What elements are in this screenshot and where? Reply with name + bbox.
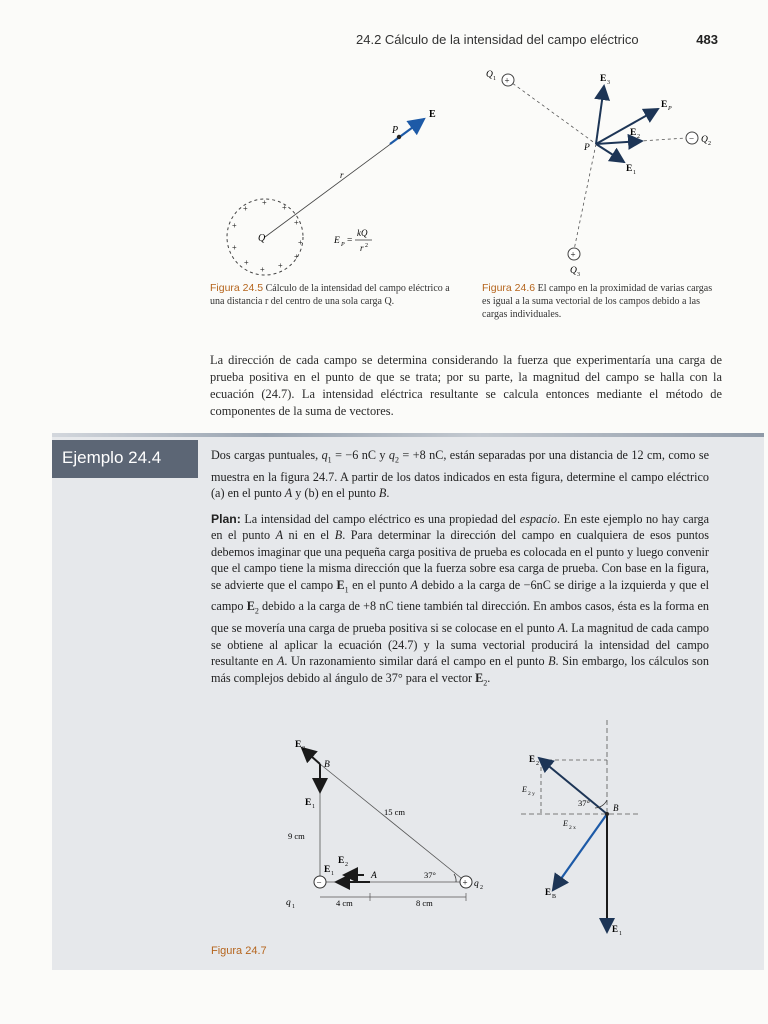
label-e2-top-sub: 2 <box>302 746 305 752</box>
label-e2x: E <box>563 819 568 828</box>
svg-text:+: + <box>298 238 303 247</box>
svg-text:+: + <box>278 261 283 270</box>
plan-text-2: . En este ejemplo no hay carga en el punto <box>211 512 709 543</box>
plan-e2b: E <box>475 670 484 685</box>
label-e3: E <box>600 74 607 84</box>
figure-24-5-caption-text: Cálculo de la intensidad del campo eléctrico a una distancia r del centro de una sola carga Q. <box>210 283 450 307</box>
svg-text:+: + <box>260 265 265 274</box>
svg-text:+: + <box>294 218 299 227</box>
running-head <box>340 32 718 50</box>
var-q2: q <box>388 448 396 462</box>
label-e3-sub: 3 <box>607 80 610 86</box>
charge-q3-sign: + <box>570 249 576 260</box>
figure-24-7-right <box>515 718 645 940</box>
formula-eq: = <box>347 236 353 246</box>
vector-e2 <box>539 758 607 814</box>
label-a: A <box>371 871 377 881</box>
var-q1-sub: 1 <box>327 455 332 465</box>
plan-b1: B <box>334 528 343 543</box>
var-q1: q <box>321 448 328 462</box>
plan-a4: A <box>276 654 285 669</box>
label-e2: E <box>630 128 637 138</box>
label-e: E <box>429 109 436 120</box>
problem-text-3: = +8 nC, están separadas por una distancia de 12 cm, como se muestra en la figura 24.7. A partir de los datos indicados en esta figura, determine el campo eléctrico (a) en el punto <box>211 448 709 501</box>
plan-text-6: debido a la carga de −6nC se dirige a la izquierda y que el campo <box>211 577 709 614</box>
svg-text:+: + <box>294 252 299 261</box>
plan-text-8: . La magnitud de cada campo se obtiene al aplicar la ecuación (24.7) y la suma vectorial producirá la intensidad del campo resultante en <box>211 621 709 669</box>
figure-24-7-caption: Figura 24.7 <box>211 945 267 957</box>
vector-ep <box>596 109 658 144</box>
figure-24-5 <box>210 95 460 285</box>
plan-text-11: . <box>487 670 491 685</box>
label-q2: q <box>474 879 479 889</box>
label-15cm: 15 cm <box>384 807 406 817</box>
point-b: B <box>378 486 387 501</box>
svg-text:+: + <box>232 243 237 252</box>
label-e1-sub: 1 <box>312 804 315 810</box>
label-ep: E <box>661 100 668 110</box>
plan-espacio: espacio <box>519 512 558 526</box>
label-q1: q <box>286 898 291 908</box>
angle-arc <box>454 874 456 882</box>
plan-e1-sub: 1 <box>344 585 349 595</box>
figure-24-6-caption <box>482 282 722 321</box>
plan-e1: E <box>336 577 345 592</box>
formula-den-sup: 2 <box>365 243 368 249</box>
label-q1: Q <box>486 70 493 80</box>
plan-text-3: ni en el <box>283 528 335 543</box>
plan-a1: A <box>275 528 284 543</box>
plan-e2-sub: 2 <box>254 606 259 616</box>
label-e1: E <box>305 798 312 808</box>
vector-eb <box>553 814 607 890</box>
var-q2-sub: 2 <box>395 455 400 465</box>
vector-e1 <box>596 144 624 162</box>
intro-paragraph: La dirección de cada campo se determina considerando la fuerza que experimentaría una carga de prueba positiva en el punto de que se trata; por su parte, la magnitud del campo se halla con la ecuación (24.7). La intensidad eléctrica resultante se calcula entonces mediante el método de componentes de la suma de vectores. <box>210 353 722 418</box>
label-e1-sub: 1 <box>633 170 636 176</box>
figure-24-7-left <box>278 735 503 913</box>
label-e2-sub: 2 <box>536 761 539 767</box>
plan-b2: B <box>548 654 556 669</box>
label-q1-sub: 1 <box>493 76 496 82</box>
figure-24-5-caption <box>210 282 458 308</box>
problem-text-5: . <box>386 486 390 501</box>
problem-text-4: y (b) en el punto <box>292 486 379 501</box>
label-eb: E <box>545 887 552 897</box>
formula-sub: P <box>341 242 345 248</box>
label-q: Q <box>258 233 266 244</box>
label-q2-sub: 2 <box>480 885 483 891</box>
point-b <box>605 812 609 816</box>
plan-text-4: . Para determinar la dirección del campo en cualquiera de esos puntos debemos imaginar que una pequeña carga positiva de prueba es colocada en el punto y luego convenir que el campo tiene la misma dirección que la fuerza sobre esa carga de prueba. Con base en la figura, se advierte que el campo <box>211 528 709 592</box>
label-e2-mid: E <box>338 856 345 866</box>
label-e2: E <box>529 754 536 764</box>
page-number: 483 <box>696 32 718 47</box>
plan-a2: A <box>410 577 418 592</box>
figure-24-5-label: Figura 24.5 <box>210 282 264 294</box>
label-e2x-sub: 2 x <box>569 825 576 831</box>
label-e1: E <box>626 164 633 174</box>
label-e2-sub: 2 <box>637 134 640 140</box>
label-q2: Q <box>701 135 708 145</box>
formula-num: kQ <box>357 228 368 238</box>
label-p: P <box>392 125 399 136</box>
plan-e2b-sub: 2 <box>483 677 488 687</box>
dash-q1 <box>508 80 596 144</box>
vector-e2 <box>596 141 642 144</box>
problem-text-1: Dos cargas puntuales, <box>211 448 322 462</box>
label-e1-mid-sub: 1 <box>331 871 334 877</box>
label-q2-sub: 2 <box>708 141 711 147</box>
plan-text-9: . Un razonamiento similar dará el campo en el punto <box>284 654 549 669</box>
label-e2-top: E <box>295 740 302 750</box>
formula-lhs: E <box>334 236 340 246</box>
figure-24-6-label: Figura 24.6 <box>482 282 536 294</box>
svg-text:+: + <box>232 221 237 230</box>
section-title: 24.2 Cálculo de la intensidad del campo eléctrico <box>356 32 639 47</box>
problem-statement <box>211 447 709 502</box>
label-angle: 37° <box>424 870 436 880</box>
plan-e2: E <box>246 599 255 614</box>
label-r: r <box>340 170 344 180</box>
formula-den: r <box>360 243 364 253</box>
plan-a3: A <box>557 621 566 636</box>
plan-text-10: . Sin embargo, los cálculos son más complejos debido al ángulo de 37° para el vector <box>211 654 709 685</box>
plan-text-5: en el punto <box>348 577 411 592</box>
label-e1-sub: 1 <box>619 931 622 937</box>
svg-text:+: + <box>243 204 248 213</box>
plan-text-7: debido a la carga de +8 nC tiene también tal dirección. En ambos casos, ésta es la forma en que se movería una carga de prueba positiva si se colocase en el punto <box>211 599 709 636</box>
plan-label: Plan: <box>211 512 241 526</box>
plan-paragraph <box>211 511 709 691</box>
svg-text:+: + <box>282 203 287 212</box>
label-ep-sub: P <box>668 106 672 112</box>
label-4cm: 4 cm <box>336 898 353 908</box>
label-9cm: 9 cm <box>288 831 305 841</box>
figure-24-6-caption-text: El campo en la proximidad de varias cargas es igual a la suma vectorial de los campos debido a las cargas individuales. <box>482 283 713 320</box>
label-e2y: E <box>522 785 527 794</box>
charge-q2-sign: − <box>689 133 695 144</box>
example-title: Ejemplo 24.4 <box>62 448 162 467</box>
label-e2-mid-sub: 2 <box>345 862 348 868</box>
problem-text-2: = −6 nC y <box>331 448 389 462</box>
label-angle: 37° <box>578 798 590 808</box>
plus-signs <box>232 198 303 274</box>
label-e1-mid: E <box>324 865 331 875</box>
label-b: B <box>613 803 619 813</box>
label-b: B <box>324 760 330 770</box>
label-q3-sub: 3 <box>577 272 580 278</box>
point-a: A <box>284 486 293 501</box>
dash-q3 <box>574 144 596 250</box>
plan-text-1: La intensidad del campo eléctrico es una propiedad del <box>240 512 520 526</box>
label-p: P <box>584 143 590 153</box>
svg-text:+: + <box>244 258 249 267</box>
label-eb-sub: B <box>552 894 557 900</box>
svg-text:+: + <box>262 198 267 207</box>
charge-q1-sign: + <box>504 75 510 86</box>
label-e2y-sub: 2 y <box>528 791 535 797</box>
example-tab <box>52 440 198 478</box>
label-q1-sub: 1 <box>292 904 295 910</box>
figure-24-6 <box>478 62 728 280</box>
label-e1: E <box>612 924 619 934</box>
vector-e3 <box>596 86 604 144</box>
label-q3: Q <box>570 266 577 276</box>
charge-q2-sign: + <box>462 877 468 888</box>
charge-q1-sign: − <box>316 877 322 888</box>
distance-line-r <box>265 137 400 237</box>
label-8cm: 8 cm <box>416 898 433 908</box>
